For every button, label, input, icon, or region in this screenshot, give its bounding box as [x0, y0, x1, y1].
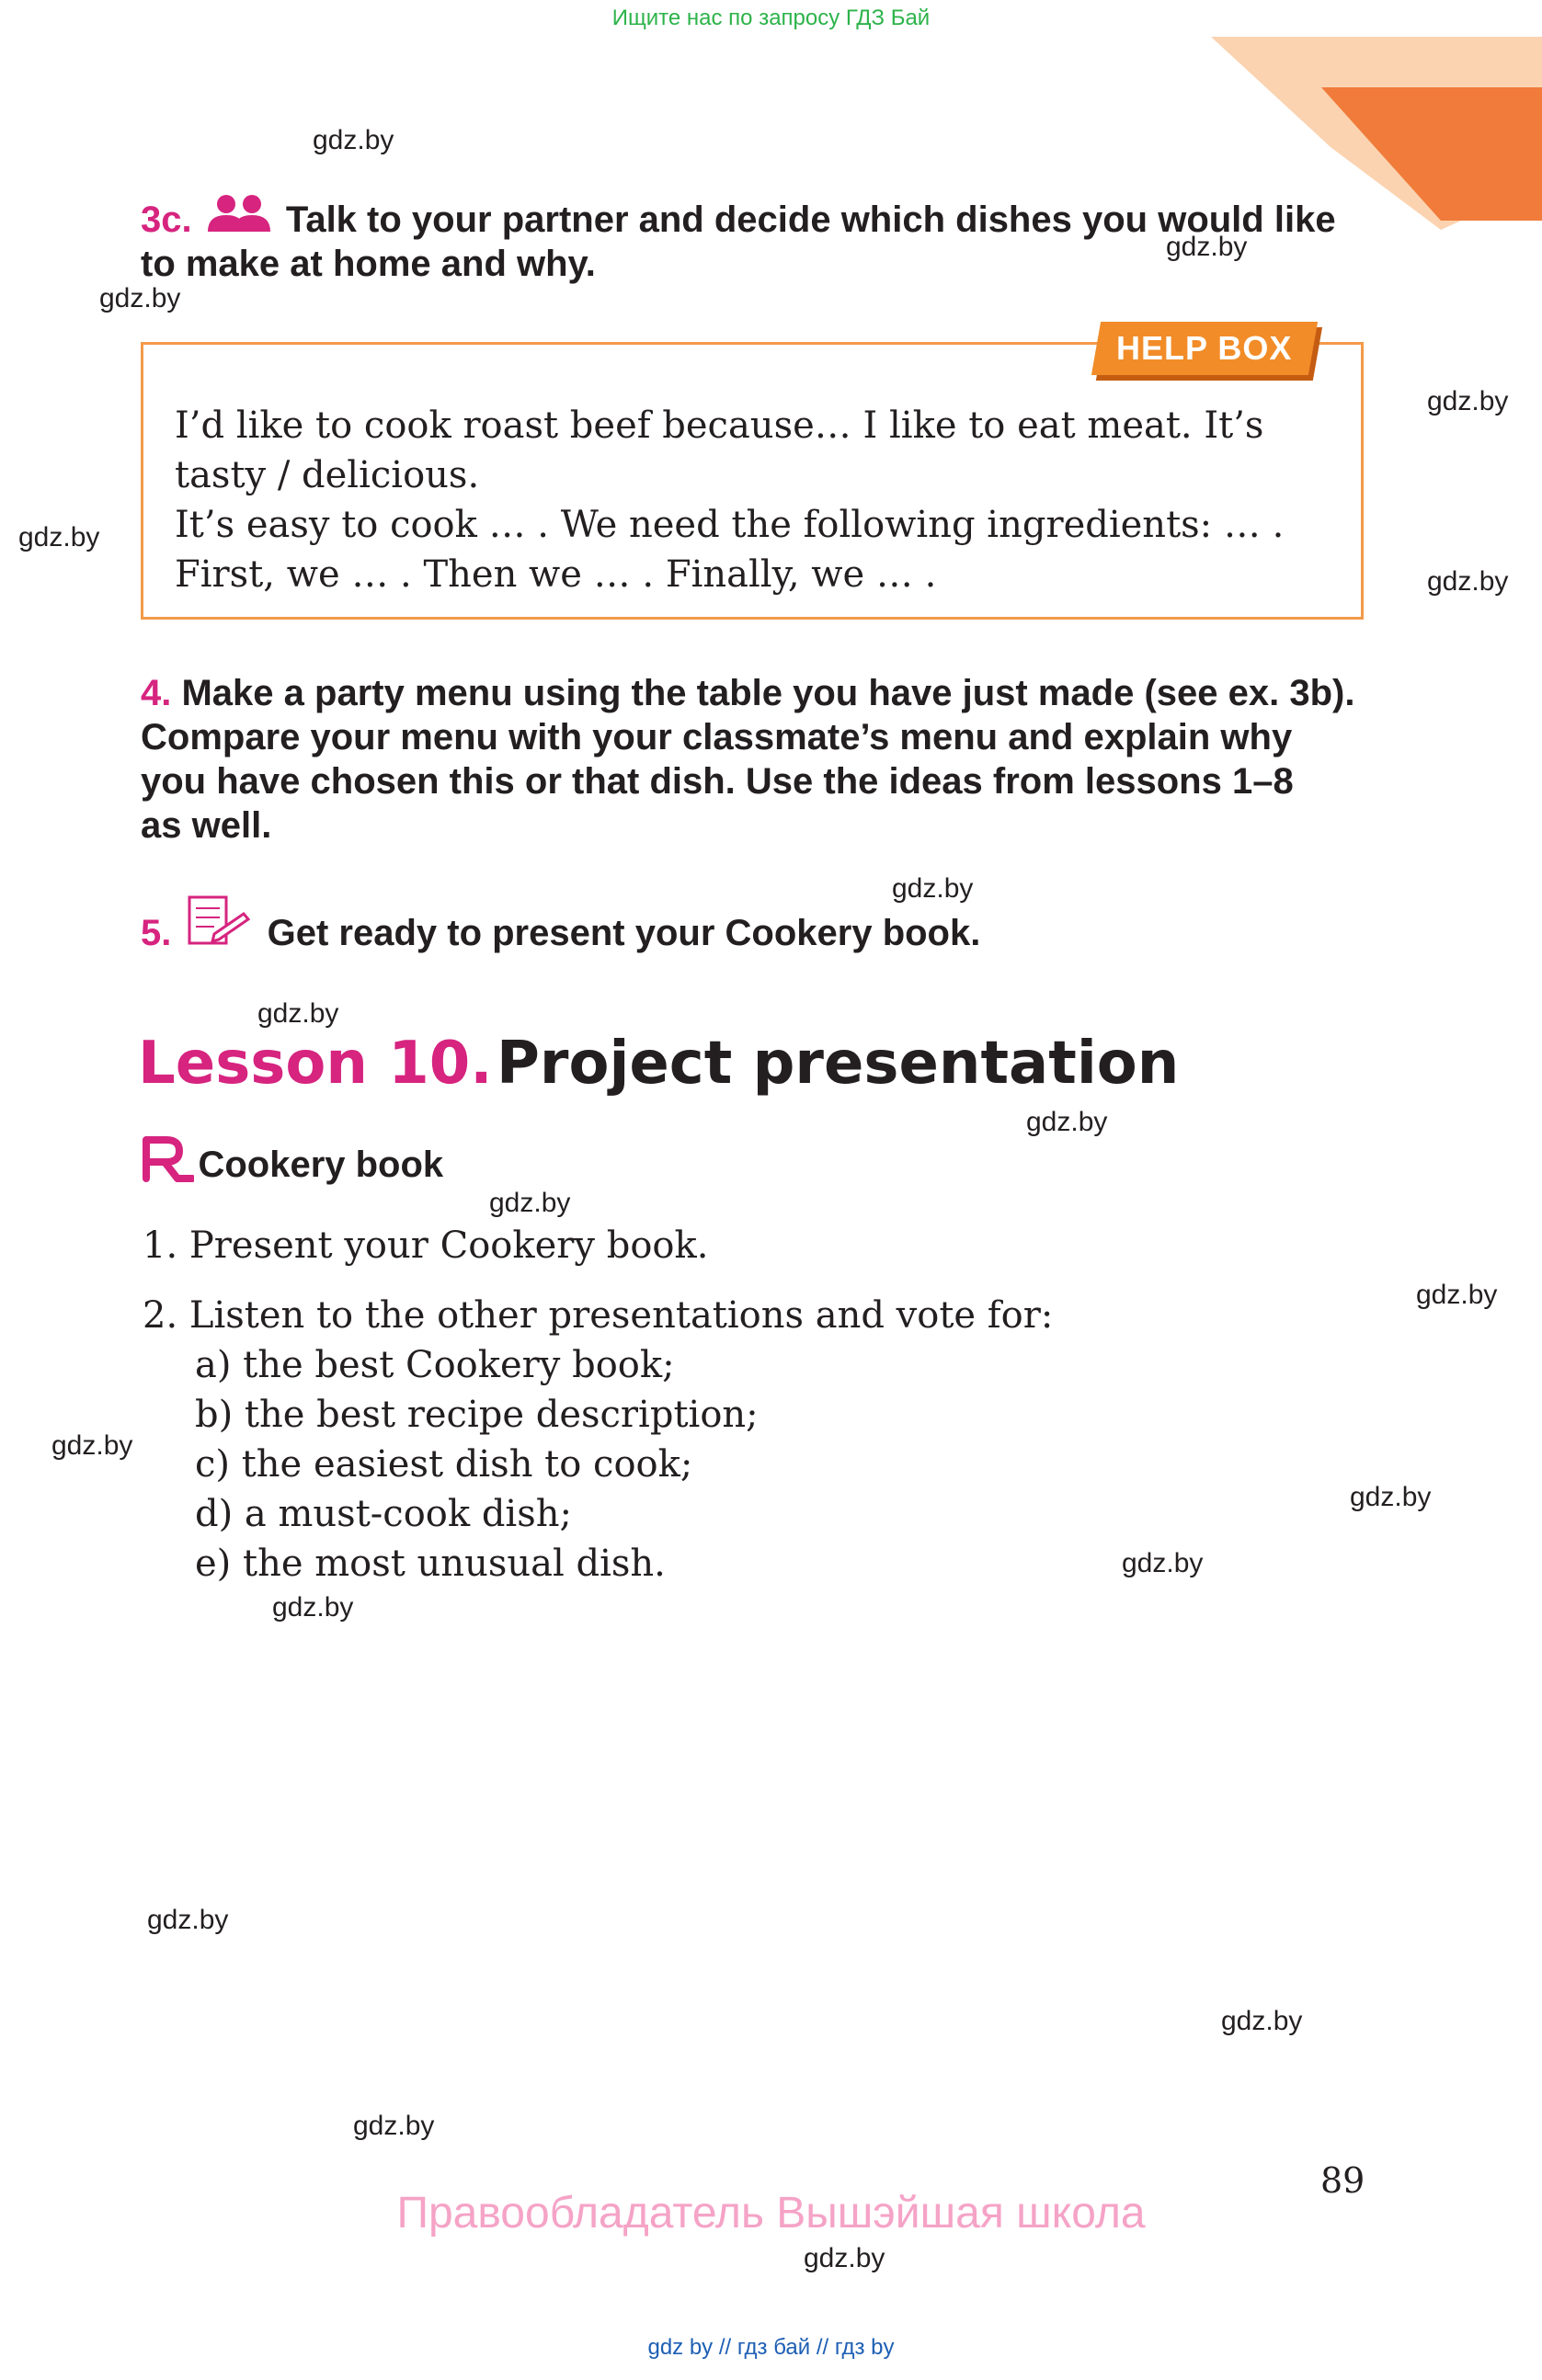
watermark: gdz.by [1416, 1280, 1498, 1310]
watermark: gdz.by [489, 1188, 571, 1218]
lesson-title: Project presentation [497, 1030, 1180, 1098]
watermark: gdz.by [99, 283, 181, 313]
exercise-number: 3c. [141, 199, 192, 240]
copyright-notice: Правообладатель Вышэйшая школа [396, 2189, 1146, 2238]
watermark: gdz.by [1026, 1107, 1108, 1137]
watermark: gdz.by [272, 1592, 354, 1623]
exercise-text-line: Make a party menu using the table you have just made (see ex. 3b). [181, 673, 1355, 713]
item-2: 2. Listen to the other presentations and vote for: [143, 1294, 1054, 1337]
watermark: gdz.by [353, 2111, 435, 2141]
watermark: gdz.by [1427, 566, 1509, 597]
watermark: gdz.by [1122, 1548, 1204, 1578]
watermark: gdz.by [1350, 1482, 1432, 1512]
watermark: gdz.by [1166, 232, 1248, 262]
help-line: I’d like to cook roast beef because… I like to eat meat. It’s [175, 404, 1264, 447]
watermark: gdz.by [892, 873, 974, 904]
watermark: gdz.by [804, 2243, 885, 2273]
help-box-text [175, 401, 1352, 599]
bottom-links[interactable]: gdz by // гдз бай // гдз by [647, 2335, 895, 2360]
top-banner[interactable]: Ищите нас по запросу ГДЗ Бай [611, 6, 931, 30]
watermark: gdz.by [147, 1905, 229, 1935]
exercise-text-line: to make at home and why. [141, 244, 596, 284]
exercise-text: Get ready to present your Cookery book. [267, 913, 981, 953]
exercise-number: 4. [141, 673, 172, 713]
exercise-3c [141, 193, 1373, 286]
help-line: First, we … . Then we … . Finally, we … . [175, 553, 937, 596]
project-label [141, 1136, 443, 1187]
item-1: 1. Present your Cookery book. [143, 1224, 709, 1267]
watermark: gdz.by [257, 998, 339, 1029]
exercise-5 [141, 894, 1373, 955]
watermark: gdz.by [1427, 386, 1509, 416]
vote-option: d) a must-cook dish; [195, 1493, 572, 1535]
exercise-4 [141, 671, 1373, 848]
page-number: 89 [1320, 2160, 1365, 2201]
watermark: gdz.by [18, 522, 100, 552]
lesson-heading [138, 1030, 1179, 1098]
exercise-text-line: you have chosen this or that dish. Use the ideas from lessons 1–8 [141, 761, 1294, 802]
vote-option: a) the best Cookery book; [195, 1344, 675, 1386]
homework-notebook-icon [187, 894, 251, 949]
vote-option: b) the best recipe description; [195, 1394, 759, 1436]
project-p-icon [141, 1136, 194, 1182]
vote-options [195, 1340, 759, 1589]
lesson-number: Lesson 10. [138, 1030, 493, 1098]
project-name: Cookery book [198, 1144, 444, 1185]
help-box-tag: HELP BOX [1091, 322, 1318, 375]
watermark: gdz.by [51, 1430, 133, 1461]
exercise-number: 5. [141, 913, 172, 953]
vote-option: c) the easiest dish to cook; [195, 1443, 693, 1486]
pair-work-icon [206, 193, 272, 233]
help-line: It’s easy to cook … . We need the following ingredients: … . [175, 504, 1285, 546]
exercise-text-line: as well. [141, 805, 272, 846]
watermark: gdz.by [1221, 2006, 1303, 2036]
watermark: gdz.by [313, 125, 394, 155]
vote-option: e) the most unusual dish. [195, 1543, 666, 1585]
help-line: tasty / delicious. [175, 454, 480, 496]
exercise-text-line: Compare your menu with your classmate’s menu and explain why [141, 717, 1293, 757]
exercise-text-line: Talk to your partner and decide which dishes you would like [285, 199, 1336, 240]
